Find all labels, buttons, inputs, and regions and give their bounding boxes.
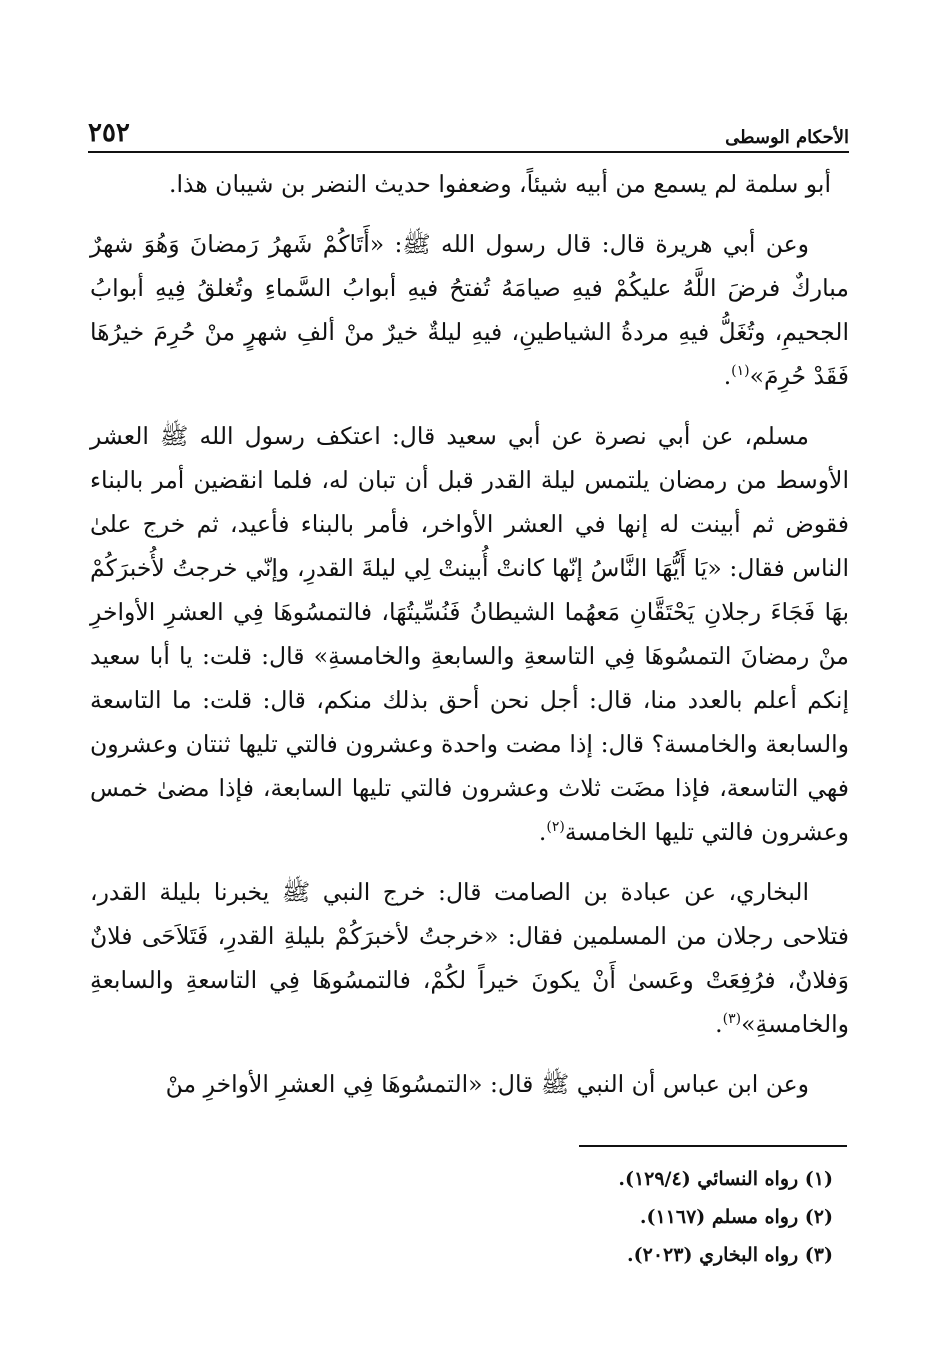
main-text [90,162,849,1106]
header-rule [88,151,849,153]
page-number: ٢٥٢ [88,118,130,148]
footnote-rule [579,1145,847,1147]
running-title: الأحكام الوسطى [725,127,849,148]
paragraph-1: أبو سلمة لم يسمع من أبيه شيئاً، وضعفوا حديث النضر بن شيبان هذا. [168,170,831,198]
paragraph-3: مسلم، عن أبي نصرة عن أبي سعيد قال: اعتكف رسول الله ﷺ العشر الأوسط من رمضان يلتمس ليلة القدر قبل أن تبان له، فلما انقضين أمر بالبناء فقوض ثم أبينت له إنها في العشر الأواخر، فأمر بالبناء فأعيد، ثم خرج علىٰ الناس فقال: «يَا أَيُّهَا النَّاسُ إنّها كانتْ أُبينتْ لِي ليلةَ القدرِ، وإنّي خرجتُ لأُخبرَكُمْ بهَا فَجَاءَ رجلانِ يَحْتَقَّانِ مَعهُما الشيطانُ فَنُسِّيتُهَا، فالتمسُوهَا فِي العشرِ الأواخرِ منْ رمضانَ التمسُوهَا فِي التاسعةِ والسابعةِ والخامسةِ» قال: قلت: يا أبا سعيد إنكم أعلم بالعدد منا، قال: أجل نحن أحق بذلك منكم، قال: قلت: ما التاسعة والسابعة والخامسة؟ قال: إذا مضت واحدة وعشرون فالتي تليها ثنتان وعشرون فهي التاسعة، فإذا مضَت ثلاث وعشرون فالتي تليها السابعة، فإذا مضىٰ خمس وعشرون فالتي تليها الخامسة$^{(٢)}$. [90,422,849,846]
footnote-ref-1: (١) [731,363,750,380]
footnote-ref-2: (٢) [546,819,565,836]
footnote-2: (٢) رواه مسلم (١١٦٧). [639,1206,833,1228]
footnotes [88,1160,845,1274]
footnote-1: (١) رواه النسائي (١٢٩/٤). [618,1168,833,1190]
footnote-3: (٣) رواه البخاري (٢٠٢٣). [627,1244,833,1266]
paragraph-5: وعن ابن عباس أن النبي ﷺ قال: «التمسُوهَا فِي العشرِ الأواخرِ منْ [165,1070,809,1098]
page-header [88,108,849,148]
paragraph-2: وعن أبي هريرة قال: قال رسول الله ﷺ: «أَتَاكُمْ شَهرُ رَمضانَ وَهُوَ شهرٌ مباركٌ فرضَ اللَّهُ عليكُمْ فيهِ صيامَهُ تُفتحُ فيهِ أبوابُ السَّماءِ وتُغلقُ فِيهِ أبوابُ الجحيمِ، وتُغَلُّ فيهِ مردةُ الشياطينِ، فيهِ ليلةٌ خيرٌ منْ ألفِ شهرٍ منْ حُرِمَ خيرُهَا فَقَدْ حُرِمَ»$^{(١)}$. [90,230,849,390]
paragraph-4: البخاري، عن عبادة بن الصامت قال: خرج النبي ﷺ يخبرنا بليلة القدر، فتلاحى رجلان من المسلمين فقال: «خرجتُ لأخبرَكُمْ بليلةِ القدرِ، فَتَلاَحَى فلانٌ وَفلانٌ، فرُفِعَتْ وعَسىٰ أَنْ يكونَ خيراً لكُمْ، فالتمسُوهَا فِي التاسعةِ والسابعةِ والخامسةِ»$^{(٣)}$. [90,878,849,1038]
footnote-ref-3: (٣) [722,1011,742,1028]
